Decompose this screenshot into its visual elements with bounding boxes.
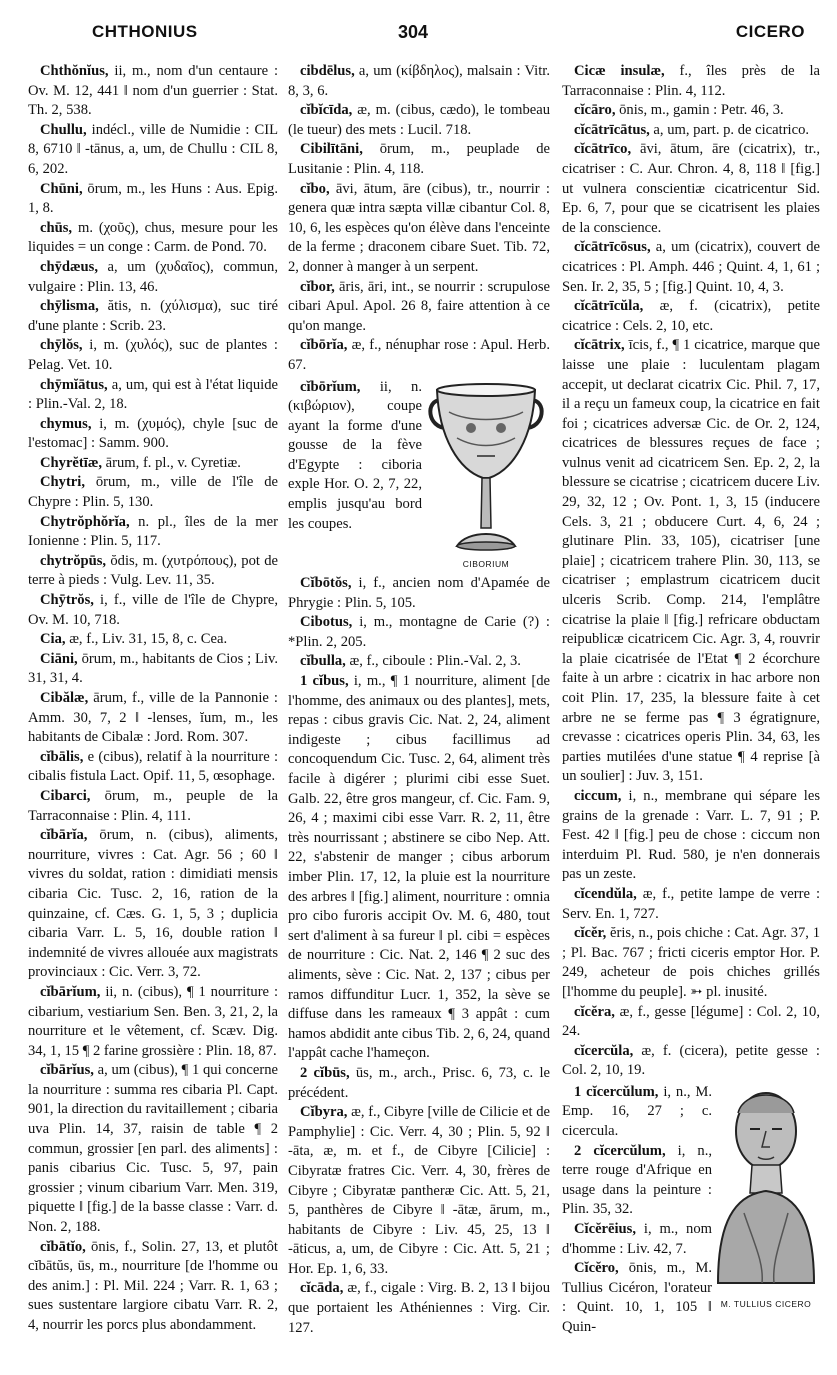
dictionary-entry	[28, 258, 278, 297]
page-header	[0, 12, 837, 52]
entry-lemma: Chytri,	[40, 474, 85, 491]
entry-body: a, um (κίβδηλος), malsain : Vitr. 8, 3, 6.	[288, 63, 550, 99]
dictionary-entry	[28, 689, 278, 748]
dictionary-entry	[562, 297, 820, 336]
entry-body: a, um, qui est à l'état liquide : Plin.-Val. 2, 18.	[28, 376, 278, 413]
entry-body: n. pl., îles de la mer Ionienne : Plin. 5, 117.	[28, 513, 278, 550]
entry-body: i, m., montagne de Carie (?) : *Plin. 2, 205.	[288, 614, 550, 650]
entry-body: æ, f. (cicatrix), petite cicatrice : Cels. 2, 10, etc.	[562, 298, 820, 334]
dictionary-entry	[288, 62, 550, 101]
cicero-bust-image	[714, 1083, 818, 1293]
entry-lemma: chȳlŏs,	[40, 337, 83, 354]
running-head-right: CICERO	[735, 22, 805, 41]
dictionary-entry	[288, 574, 550, 613]
entry-lemma: Cibilītāni,	[300, 141, 363, 158]
entry-body: æ, f., Liv. 31, 15, 8, c. Cea.	[65, 631, 228, 648]
dictionary-entry	[562, 787, 820, 885]
dictionary-entry	[562, 1259, 712, 1337]
dictionary-entry	[562, 1003, 820, 1042]
dictionary-entry	[28, 630, 278, 650]
dictionary-entry	[562, 1083, 712, 1142]
entry-lemma: cĭcātrīcŭla,	[574, 298, 644, 315]
entry-body: æ, f., nénuphar rose : Apul. Herb. 67.	[288, 337, 550, 373]
dictionary-entry	[562, 1142, 712, 1220]
ciborium-entry	[288, 378, 550, 575]
dictionary-entry	[28, 826, 278, 983]
entry-body: a, um (cibus), ¶ 1 qui concerne la nourriture : summa res cibaria Pl. Capt. 901, la direction du ravitaillement ; cibaria uva Plin. 14, 37, raisin de table ¶ 2 commun, grossier [en parl. des aliments] : panis cibarius Cic. Tusc. 5, 97, pain grossier ; vinum cibarium Varr. Men. 319, piquette ‖ [fig.] de la basse classe : Varr. d. Non. 2, 188.	[28, 1062, 278, 1236]
column-right	[562, 62, 820, 1338]
entry-lemma: cĭbārĭum,	[40, 983, 101, 1000]
dictionary-entry	[288, 1064, 550, 1103]
entry-lemma: cibdēlus,	[300, 63, 355, 79]
entry-body: e (cibus), relatif à la nourriture : cibalis fistula Lact. Opif. 11, 5, œsophage.	[28, 748, 278, 785]
entry-lemma: cĭcendŭla,	[574, 885, 637, 902]
entry-body: ĕris, n., pois chiche : Cat. Agr. 37, 1 ; Pl. Bac. 767 ; fricti ciceris emptor Hor. P. 249, acheteur de pois chiches grillés [l'homme du peuple]. ➳ pl. inusité.	[562, 925, 820, 1000]
dictionary-entry	[562, 336, 820, 787]
entry-body: ārum, f., ville de la Pannonie : Amm. 30, 7, 2 ‖ -lenses, ĭum, m., les habitants de Cibalæ : Jord. Rom. 307.	[28, 690, 278, 746]
dictionary-entry	[562, 101, 820, 121]
entry-body: m. (χοῦς), chus, mesure pour les liquides = un conge : Carm. de Pond. 70.	[28, 219, 278, 256]
entry-lemma: Cibotus,	[300, 614, 353, 631]
entry-body: ōrum, m., les Huns : Aus. Epig. 1, 8.	[28, 180, 278, 217]
entry-lemma: 2 cĭbūs,	[300, 1064, 350, 1081]
entry-body: ōnis, m., gamin : Petr. 46, 3.	[615, 102, 784, 119]
entry-lemma: Chyrĕtīæ,	[40, 454, 103, 471]
dictionary-entry	[28, 1238, 278, 1336]
entry-lemma: cĭcāro,	[574, 102, 616, 119]
entry-body: ii, n. (κιβώριον), coupe ayant la forme d'une gousse de la fève d'Egypte : ciboria exple Hor. O. 2, 7, 22, emplis jusqu'au bord les coupes.	[288, 378, 422, 532]
entry-body: æ, f., petite lampe de verre : Serv. En. 1, 727.	[562, 885, 820, 922]
entry-lemma: cĭbātĭo,	[40, 1238, 86, 1255]
dictionary-entry	[28, 297, 278, 336]
entry-body: i, m. (χυμός), chyle [suc de l'estomac] : Samm. 900.	[28, 415, 278, 452]
dictionary-entry	[28, 180, 278, 219]
dictionary-entry	[28, 415, 278, 454]
entry-lemma: cĭbōrĭum,	[300, 378, 361, 395]
dictionary-entry	[28, 1061, 278, 1237]
entry-lemma: Cicæ insulæ,	[574, 63, 665, 79]
running-head-left: CHTHONIUS	[92, 22, 198, 41]
dictionary-entry	[28, 376, 278, 415]
entry-lemma: cĭbulla,	[300, 653, 346, 670]
dictionary-entry	[288, 613, 550, 652]
entry-body: āvi, ātum, āre (cibus), tr., nourrir : genera quæ intra sæpta villæ cibantur Col. 8, 10, 6, les espèces qu'on élève dans l'enceinte de la ferme ; draconem cibare Suet. Tib. 72, 2, donner à manger à un serpent.	[288, 180, 550, 275]
dictionary-entry	[562, 924, 820, 1002]
entry-lemma: Cĭcĕro,	[574, 1260, 619, 1277]
entry-lemma: cĭbārĭa,	[40, 827, 88, 844]
entry-lemma: chȳmĭātus,	[40, 376, 108, 393]
dictionary-entry	[562, 62, 820, 101]
entry-lemma: cĭcercŭla,	[574, 1042, 634, 1059]
dictionary-entry	[562, 121, 820, 141]
entry-body: ōnis, f., Solin. 27, 13, et plutôt cĭbātŭs, ūs, m., nourriture [de l'homme ou des anim.] : Pl. Mil. 224 ; Varr. R. 1, 63 ; sues sustentare largiore cibatu Varr. R. 2, 4, nourrir les porcs plus abondamment.	[28, 1238, 278, 1333]
entry-lemma: cĭbĭcīda,	[300, 102, 353, 119]
figure-caption: M. TULLIUS CICERO	[720, 1298, 812, 1309]
column-left	[28, 62, 278, 1336]
dictionary-entry	[288, 180, 550, 278]
dictionary-entry	[28, 983, 278, 1061]
entry-lemma: Chullu,	[40, 121, 87, 138]
dictionary-entry	[288, 1279, 550, 1338]
entry-lemma: Chthŏnĭus,	[40, 63, 109, 79]
entry-body: i, m. (χυλός), suc de plantes : Pelag. Vet. 10.	[28, 337, 278, 373]
dictionary-entry	[28, 121, 278, 180]
entry-body: ii, n. (cibus), ¶ 1 nourriture : cibarium, vestiarium Sen. Ben. 3, 21, 2, la nourriture et le vêtement, cf. Scæv. Dig. 34, 1, 15 ¶ 2 farine grossière : Plin. 18, 87.	[28, 983, 278, 1059]
dictionary-entry	[288, 652, 550, 672]
entry-body: ōrum, n. (cibus), aliments, nourriture, vivres : Cat. Agr. 56 ; 60 ‖ vivres du soldat, ration : dimidiati mensis cibaria Cic. Tusc. 2, 16, ration de la quinzaine, cf. Cæs. G. 1, 5, 3 ; duplicia cibaria Varr. L. 5, 16, double ration ‖ indemnité de vivres allouée aux magistrats provinciaux : Cic. Verr. 3, 72.	[28, 827, 278, 981]
entry-body: āris, āri, int., se nourrir : scrupulose cibari Apul. Apol. 26 8, faire attention à ce qu'on mange.	[288, 278, 550, 334]
entry-body: ōrum, m., habitants de Cios ; Liv. 31, 31, 4.	[28, 650, 278, 687]
entry-lemma: Chȳtrŏs,	[40, 592, 94, 609]
ciborium-cup-image	[427, 378, 545, 553]
dictionary-entry	[288, 672, 550, 1064]
entry-body: ătis, n. (χύλισμα), suc tiré d'une plante : Scrib. 23.	[28, 298, 278, 334]
entry-lemma: cĭbārĭus,	[40, 1062, 94, 1079]
entry-lemma: Cibarci,	[40, 787, 91, 804]
entry-body: a, um, part. p. de cicatrico.	[649, 121, 810, 138]
entry-lemma: Ciāni,	[40, 650, 78, 667]
dictionary-entry	[28, 787, 278, 826]
entry-body: i, n., M. Emp. 16, 27 ; c. cicercula.	[562, 1083, 712, 1140]
entry-lemma: chūs,	[40, 219, 73, 236]
dictionary-entry	[28, 591, 278, 630]
entry-body: æ, f., gesse [légume] : Col. 2, 10, 24.	[562, 1003, 820, 1040]
dictionary-entry	[288, 1103, 550, 1279]
dictionary-entry	[28, 62, 278, 121]
entry-lemma: cĭcāda,	[300, 1280, 344, 1297]
entry-lemma: cĭbo,	[300, 180, 330, 197]
entry-body: ārum, f. pl., v. Cyretiæ.	[102, 454, 241, 471]
dictionary-entry	[562, 1220, 712, 1259]
entry-lemma: 1 cĭbus,	[300, 673, 349, 690]
cicero-entries-with-portrait	[562, 1083, 820, 1338]
entry-body: i, f., ancien nom d'Apamée de Phrygie : Plin. 5, 105.	[288, 575, 550, 611]
cicero-illustration	[712, 1083, 820, 1315]
dictionary-entry	[288, 140, 550, 179]
page-number: 304	[398, 22, 429, 42]
entry-lemma: Cĭbōtŏs,	[300, 575, 352, 592]
dictionary-entry	[288, 378, 422, 535]
figure-caption: CIBORIUM	[462, 558, 510, 569]
entry-lemma: Chūni,	[40, 180, 83, 197]
entry-lemma: cĭbōrĭa,	[300, 337, 348, 354]
entry-body: i, n., membrane qui sépare les grains de la grenade : Varr. L. 7, 91 ; P. Fest. 42 ‖ [fig.] peu de chose : ciccum non interduim Pl. Rud. 580, je n'en donnerais pas un zeste.	[562, 787, 820, 883]
entry-lemma: chȳlisma,	[40, 298, 99, 315]
dictionary-entry	[28, 336, 278, 375]
entry-body: ōrum, m., peuple de la Tarraconnaise : Plin. 4, 111.	[28, 787, 278, 824]
entry-lemma: 2 cĭcercŭlum,	[574, 1142, 666, 1159]
entry-lemma: cĭcĕr,	[574, 925, 607, 942]
entry-body: a, um (χυδαῖος), commun, vulgaire : Plin. 13, 46.	[28, 258, 278, 295]
dictionary-entry	[28, 473, 278, 512]
entry-body: æ, f., cigale : Virg. B. 2, 13 ‖ bijou que portaient les Athéniennes : Virg. Cir. 127.	[288, 1280, 550, 1336]
entry-lemma: cĭcātrīcōsus,	[574, 239, 651, 256]
entry-body: i, n., terre rouge d'Afrique en usage dans la peinture : Plin. 35, 32.	[562, 1142, 713, 1218]
entry-body: æ, f., Cibyre [ville de Cilicie et de Pamphylie] : Cic. Verr. 4, 30 ; Plin. 5, 92 ‖ -āta, æ, m. et f., de Cibyre [Cilicie] : Cibyratæ fratres Cic. Verr. 4, 30, frères de Cibyre ; Cibyratæ pantheræ Cic. Att. 5, 21, 5, panthères de Cibyre ‖ -ātæ, ārum, m., habitants de Cibyre : Liv. 45, 25, 13 ‖ -āticus, a, um, de Cibyre : Cic. Att. 5, 21 ; Hor. Ep. 1, 6, 33.	[288, 1104, 550, 1277]
dictionary-entry	[28, 219, 278, 258]
entry-body: i, f., ville de l'île de Chypre, Ov. M. 10, 718.	[28, 592, 278, 628]
entry-body: a, um (cicatrix), couvert de cicatrices : Pl. Amph. 446 ; Quint. 4, 1, 61 ; Sen. Ir. 2, 35, 5 ; [fig.] Quint. 10, 4, 3.	[562, 239, 820, 295]
entry-body: f., îles près de la Tarraconnaise : Plin. 4, 112.	[562, 63, 821, 99]
entry-body: i, m., ¶ 1 nourriture, aliment [de l'homme, des animaux ou des plantes], mets, repas : cibus gravis Cic. Nat. 2, 24, aliment indigeste ; cibus facillimus ad concoquendum Cic. Tusc. 2, 64, aliment très facile à digérer ; plurimi cibi esse Suet. Galb. 22, être gros mangeur, cf. Cic. Fam. 9, 26, 4 ; maximi cibi esse Varr. R. 2, 11, être très nourrissant ; abstinere se cibo Nep. Att. 22, s'abstenir de manger ; cibus arborum imber Plin. 17, 12, la pluie est la nourriture des arbres ‖ [fig.] aliment, nourriture : omnia pro cibo furoris accipit Ov. M. 6, 480, tout sert d'aliment à sa fureur ‖ pl. cibi = espèces de nourriture : Cic. Nat. 2, 146 ¶ 2 suc des aliments, sève : Cic. Nat. 2, 137 ; cibus per ramos diffunditur Lucr. 1, 352, la sève se diffuse dans les rameaux ¶ 3 appât : cum hamos abdidit ante cibus Tib. 2, 6, 24, quand l'appât cache l'hameçon.	[288, 673, 550, 1062]
entry-lemma: cĭbor,	[300, 278, 335, 295]
entry-lemma: cĭcātrix,	[574, 337, 625, 354]
entry-lemma: Cia,	[40, 631, 66, 648]
dictionary-entry	[28, 748, 278, 787]
dictionary-entry	[28, 513, 278, 552]
entry-body: ūs, m., arch., Prisc. 6, 73, c. le précédent.	[288, 1064, 550, 1101]
dictionary-entry	[28, 650, 278, 689]
entry-lemma: Cĭcĕrēius,	[574, 1221, 637, 1238]
entry-lemma: Cibălæ,	[40, 690, 89, 706]
dictionary-entry	[288, 278, 550, 337]
entry-body: i, m., nom d'homme : Liv. 42, 7.	[562, 1221, 712, 1257]
dictionary-entry	[288, 336, 550, 375]
entry-lemma: 1 cĭcercŭlum,	[574, 1083, 659, 1100]
entry-body: æ, f., ciboule : Plin.-Val. 2, 3.	[345, 653, 521, 670]
entry-lemma: cĭcātrīcātus,	[574, 121, 650, 138]
entry-body: ōnis, m., M. Tullius Cicéron, l'orateur : Quint. 10, 1, 105 ‖ Quin-	[562, 1260, 712, 1335]
entry-body: ŏdis, m. (χυτρόπους), pot de terre à pieds : Vulg. Lev. 11, 35.	[28, 552, 278, 589]
entry-body: æ, m. (cibus, cædo), le tombeau (le tueur) des mets : Lucil. 718.	[288, 102, 550, 138]
entry-body: ōrum, m., peuplade de Lusitanie : Plin. 4, 118.	[288, 141, 550, 177]
entry-lemma: chȳdæus,	[40, 258, 98, 275]
entry-body: ōrum, m., ville de l'île de Chypre : Plin. 5, 130.	[28, 474, 278, 511]
entry-lemma: cĭbālis,	[40, 748, 84, 765]
entry-body: īcis, f., ¶ 1 cicatrice, marque que laisse une plaie : luculentam plagam accepit, ut declarat cicatrix Cic. Phil. 7, 17, il a reçu un fameux coup, la cicatrice en fait foi ; cicatrices adversæ Cic. de Or. 2, 124, cicatrices de blessures reçues de face ; vulnus venit ad cicatricem Sen. Ep. 2, 2, la blessure se cicatrise ; cicatricem ducere Liv. 29, 32, 12 ; Ov. Pont. 1, 3, 15 (inducere Cels. 3, 21 ; obducere Curt. 4, 6, 24 ; glutinare Plin. 33, 105), cicatriser [une plaie] ; cicatricem trahere Plin. 30, 113, se cicatriser ; emplastrum cicatricem ducit ulceris Scrib. Comp. 214, l'emplâtre cicatrise la plaie ‖ [fig.] refricare obductam reipublicæ cicatricem Cic. Agr. 3, 4, rouvrir la plaie cicatrisée de l'Etat ¶ 2 écorchure faite à un arbre : cicatrix in hac arbore non coit Plin. 17, 235, la blessure faite à cet arbre ne se ferme pas ¶ 3 égratignure, crevasse : cicatrices operis Plin. 34, 63, les parties mutilées d'une statue ¶ 4 reprise [à un soulier] : Juv. 3, 151.	[562, 337, 820, 785]
entry-lemma: cĭcĕra,	[574, 1003, 615, 1020]
dictionary-entry	[562, 1042, 820, 1081]
ciborium-illustration	[422, 378, 550, 575]
entry-body: āvi, ātum, āre (cicatrix), tr., cicatriser : C. Aur. Chron. 4, 8, 118 ‖ [fig.] ut vulnera conscientiæ cicatricentur Sid. Ep. 6, 7, pour que se cicatrisent les plaies de la conscience.	[562, 141, 820, 236]
entry-lemma: Cĭbyra,	[300, 1104, 348, 1121]
entry-body: indécl., ville de Numidie : CIL 8, 6710 ‖ -tānus, a, um, de Chullu : CIL 8, 6, 202.	[28, 121, 278, 177]
column-middle	[288, 62, 550, 1338]
entry-body: ii, m., nom d'un centaure : Ov. M. 12, 441 ‖ nom d'un guerrier : Stat. Th. 2, 538.	[28, 63, 278, 119]
entry-lemma: cĭcātrīco,	[574, 141, 632, 158]
dictionary-entry	[28, 454, 278, 474]
entry-lemma: chytrŏpūs,	[40, 552, 107, 569]
entry-lemma: chymus,	[40, 415, 92, 432]
dictionary-entry	[562, 885, 820, 924]
dictionary-entry	[562, 238, 820, 297]
dictionary-entry	[28, 552, 278, 591]
entry-body: æ, f. (cicera), petite gesse : Col. 2, 10, 19.	[562, 1042, 820, 1079]
dictionary-entry	[288, 101, 550, 140]
dictionary-entry	[562, 140, 820, 238]
entry-lemma: Chytrŏphŏrĭa,	[40, 513, 130, 530]
entry-lemma: ciccum,	[574, 787, 622, 804]
